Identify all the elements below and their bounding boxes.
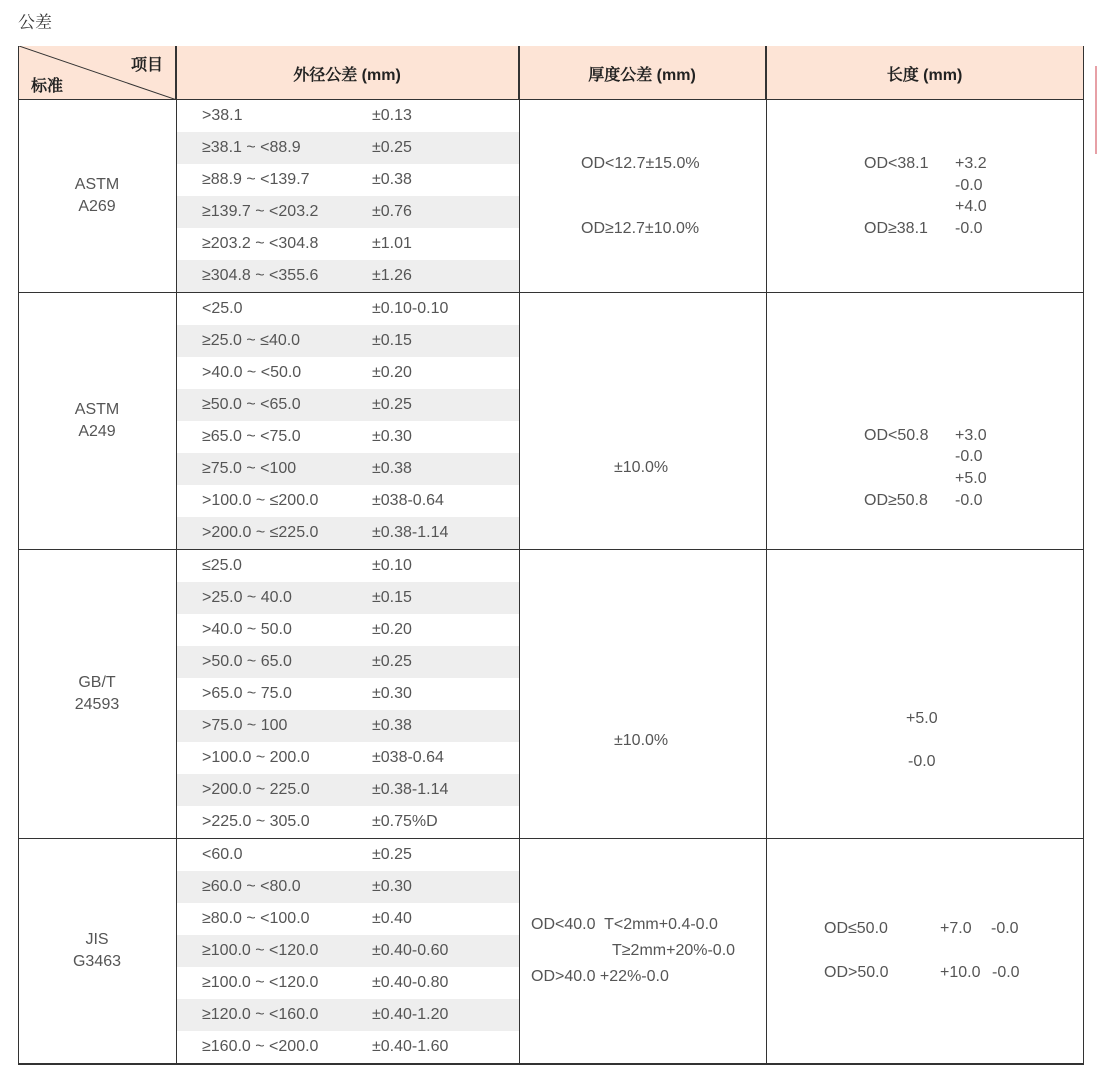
group-divider — [18, 549, 1084, 550]
od-range: ≥203.2 ~ <304.8 — [202, 235, 319, 252]
od-tolerance: ±0.25 — [372, 846, 412, 863]
od-range: ≥120.0 ~ <160.0 — [202, 1006, 319, 1023]
group-astm-a249 — [18, 293, 1084, 549]
standard-cell — [18, 293, 176, 549]
od-range: >100.0 ~ 200.0 — [202, 749, 310, 766]
standard-number: A249 — [78, 423, 116, 440]
table-row — [176, 999, 519, 1031]
length-tol-plus-1: +3.0 — [955, 427, 987, 444]
group-divider — [18, 292, 1084, 293]
table-row — [176, 742, 519, 774]
table-row — [176, 100, 519, 132]
od-tolerance: ±0.40-1.60 — [372, 1038, 449, 1055]
table-row — [176, 871, 519, 903]
group-astm-a269 — [18, 100, 1084, 292]
table-row — [176, 357, 519, 389]
standard-cell — [18, 100, 176, 292]
length-tol-minus-1: -0.0 — [955, 448, 983, 465]
header-thickness-tolerance: 厚度公差 (mm) — [519, 46, 766, 100]
column-divider — [1083, 46, 1084, 1065]
length-od-2: OD≥38.1 — [864, 220, 928, 237]
thickness-tolerance: ±10.0% — [614, 459, 669, 476]
standard-number: 24593 — [74, 696, 120, 713]
table-row — [176, 806, 519, 838]
od-tolerance: ±0.25 — [372, 396, 412, 413]
od-tolerance: ±0.15 — [372, 332, 412, 349]
table-row — [176, 293, 519, 325]
table-row — [176, 774, 519, 806]
length-tol-minus-2: -0.0 — [992, 964, 1020, 981]
table-row — [176, 614, 519, 646]
table-row — [176, 389, 519, 421]
length-tol-plus-2: +5.0 — [955, 470, 987, 487]
group-gbt-24593 — [18, 550, 1084, 838]
od-range: ≥25.0 ~ ≤40.0 — [202, 332, 301, 349]
thickness-tolerance: ±10.0% — [614, 732, 669, 749]
table-row — [176, 967, 519, 999]
od-range: >40.0 ~ 50.0 — [202, 621, 292, 638]
od-range: >38.1 — [202, 107, 243, 124]
length-tol-minus-1: -0.0 — [955, 177, 983, 194]
od-range: <60.0 — [202, 846, 243, 863]
od-tolerance-rows — [176, 550, 519, 838]
standard-cell — [18, 550, 176, 838]
od-range: ≥100.0 ~ <120.0 — [202, 974, 319, 991]
od-tolerance: ±0.20 — [372, 621, 412, 638]
od-range: ≥139.7 ~ <203.2 — [202, 203, 319, 220]
od-tolerance: ±0.38 — [372, 460, 412, 477]
od-range: >65.0 ~ 75.0 — [202, 685, 292, 702]
od-tolerance: ±0.40-1.20 — [372, 1006, 449, 1023]
column-divider — [766, 46, 767, 1065]
table-row — [176, 550, 519, 582]
od-range: ≥88.9 ~ <139.7 — [202, 171, 310, 188]
od-tolerance: ±0.10-0.10 — [372, 300, 449, 317]
table-row — [176, 325, 519, 357]
od-range: >50.0 ~ 65.0 — [202, 653, 292, 670]
od-range: ≥65.0 ~ <75.0 — [202, 428, 301, 445]
od-range: ≥80.0 ~ <100.0 — [202, 910, 310, 927]
scroll-accent — [1095, 66, 1097, 154]
length-tol-plus: +5.0 — [906, 710, 938, 727]
od-tolerance-rows — [176, 293, 519, 549]
table-row — [176, 935, 519, 967]
thickness-tolerance-3: OD>40.0 +22%-0.0 — [531, 968, 669, 985]
length-tol-minus-2: -0.0 — [955, 220, 983, 237]
od-range: ≥75.0 ~ <100 — [202, 460, 297, 477]
od-tolerance: ±0.76 — [372, 203, 412, 220]
od-tolerance: ±0.20 — [372, 364, 412, 381]
table-row — [176, 485, 519, 517]
thickness-tolerance-1: OD<12.7±15.0% — [581, 155, 700, 172]
table-bottom-border — [18, 1063, 1084, 1065]
od-tolerance: ±0.15 — [372, 589, 412, 606]
length-od-1: OD<50.8 — [864, 427, 929, 444]
column-divider — [176, 46, 177, 1065]
header-corner-cell — [18, 46, 176, 100]
group-divider — [18, 838, 1084, 839]
od-tolerance: ±0.40-0.80 — [372, 974, 449, 991]
header-divider — [18, 99, 1084, 100]
od-tolerance: ±0.38 — [372, 717, 412, 734]
table-row — [176, 132, 519, 164]
length-tol-minus-1: -0.0 — [991, 920, 1019, 937]
od-tolerance: ±0.30 — [372, 428, 412, 445]
header-item-label: 项目 — [130, 57, 163, 74]
table-row — [176, 164, 519, 196]
length-tol-minus-2: -0.0 — [955, 492, 983, 509]
table-row — [176, 582, 519, 614]
length-tol-plus-1: +3.2 — [955, 155, 987, 172]
od-range: ≥38.1 ~ <88.9 — [202, 139, 301, 156]
table-row — [176, 517, 519, 549]
od-tolerance: ±0.75%D — [372, 813, 438, 830]
group-jis-g3463 — [18, 839, 1084, 1063]
od-tolerance: ±0.38-1.14 — [372, 781, 449, 798]
od-tolerance: ±038-0.64 — [372, 492, 444, 509]
od-range: >100.0 ~ ≤200.0 — [202, 492, 319, 509]
table-row — [176, 228, 519, 260]
table-row — [176, 421, 519, 453]
standard-number: A269 — [78, 198, 116, 215]
length-od-1: OD<38.1 — [864, 155, 929, 172]
od-range: ≥100.0 ~ <120.0 — [202, 942, 319, 959]
length-tol-plus-1: +7.0 — [940, 920, 972, 937]
table-row — [176, 839, 519, 871]
od-range: >40.0 ~ <50.0 — [202, 364, 302, 381]
thickness-tolerance-2: T≥2mm+20%-0.0 — [612, 942, 736, 959]
od-range: ≥50.0 ~ <65.0 — [202, 396, 301, 413]
table-row — [176, 903, 519, 935]
od-range: >75.0 ~ 100 — [202, 717, 288, 734]
thickness-tolerance-1: OD<40.0 T<2mm+0.4-0.0 — [531, 916, 718, 933]
od-tolerance: ±038-0.64 — [372, 749, 444, 766]
standard-cell — [18, 839, 176, 1063]
length-od-2: OD>50.0 — [824, 964, 889, 981]
header-standard-label: 标准 — [31, 78, 64, 95]
od-tolerance: ±0.30 — [372, 878, 412, 895]
od-tolerance: ±1.01 — [372, 235, 412, 252]
od-range: >200.0 ~ ≤225.0 — [202, 524, 319, 541]
header-length: 长度 (mm) — [766, 46, 1084, 100]
standard-name: ASTM — [74, 401, 120, 418]
od-range: >200.0 ~ 225.0 — [202, 781, 310, 798]
length-tol-plus-2: +4.0 — [955, 198, 987, 215]
od-range: <25.0 — [202, 300, 243, 317]
page-title: 公差 — [18, 13, 52, 32]
od-range: ≥60.0 ~ <80.0 — [202, 878, 301, 895]
od-range: >25.0 ~ 40.0 — [202, 589, 292, 606]
od-tolerance: ±0.38-1.14 — [372, 524, 449, 541]
od-range: ≤25.0 — [202, 557, 242, 574]
od-tolerance-rows — [176, 839, 519, 1063]
od-tolerance: ±0.25 — [372, 653, 412, 670]
od-tolerance: ±0.38 — [372, 171, 412, 188]
od-tolerance: ±0.13 — [372, 107, 412, 124]
standard-name: ASTM — [74, 176, 120, 193]
thickness-tolerance-2: OD≥12.7±10.0% — [581, 220, 700, 237]
od-tolerance: ±0.25 — [372, 139, 412, 156]
length-od-2: OD≥50.8 — [864, 492, 928, 509]
table-row — [176, 1031, 519, 1063]
standard-number: G3463 — [72, 953, 122, 970]
length-tol-minus: -0.0 — [908, 753, 936, 770]
table-row — [176, 678, 519, 710]
header-od-tolerance: 外径公差 (mm) — [176, 46, 519, 100]
table-row — [176, 710, 519, 742]
od-tolerance: ±0.10 — [372, 557, 412, 574]
table-row — [176, 646, 519, 678]
od-tolerance: ±0.40-0.60 — [372, 942, 449, 959]
od-tolerance: ±0.30 — [372, 685, 412, 702]
length-tol-plus-2: +10.0 — [940, 964, 981, 981]
table-row — [176, 453, 519, 485]
table-row — [176, 260, 519, 292]
od-tolerance-rows — [176, 100, 519, 292]
column-divider — [18, 46, 19, 1065]
od-range: ≥304.8 ~ <355.6 — [202, 267, 319, 284]
table-row — [176, 196, 519, 228]
od-tolerance: ±0.40 — [372, 910, 412, 927]
od-tolerance: ±1.26 — [372, 267, 412, 284]
length-od-1: OD≤50.0 — [824, 920, 888, 937]
column-divider — [519, 46, 520, 1065]
standard-name: JIS — [85, 931, 109, 948]
od-range: >225.0 ~ 305.0 — [202, 813, 310, 830]
od-range: ≥160.0 ~ <200.0 — [202, 1038, 319, 1055]
standard-name: GB/T — [78, 674, 116, 691]
